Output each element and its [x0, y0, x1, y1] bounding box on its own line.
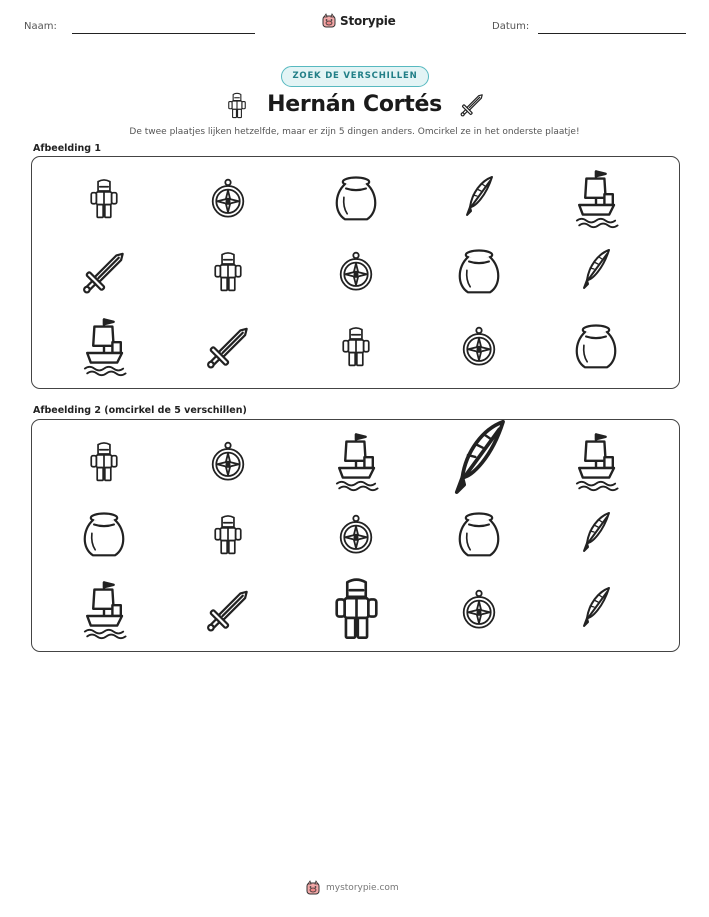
compass-icon	[461, 325, 497, 370]
ship-icon[interactable]	[332, 432, 380, 492]
knight-icon	[339, 326, 373, 369]
knight-icon	[211, 251, 245, 294]
knight-icon	[87, 178, 121, 221]
brand-name: Storypie	[340, 14, 396, 28]
compass-icon[interactable]	[210, 440, 246, 485]
pig-logo-icon	[321, 13, 337, 29]
date-field[interactable]	[538, 33, 686, 34]
ship-icon	[80, 317, 128, 377]
sword-icon	[459, 90, 485, 120]
pot-icon	[334, 172, 378, 227]
pig-logo-icon	[305, 880, 321, 896]
page-title: Hernán Cortés	[267, 92, 442, 117]
name-field[interactable]	[72, 33, 255, 34]
date-label: Datum:	[492, 21, 530, 32]
compass-icon	[338, 250, 374, 295]
knight-icon[interactable]	[87, 441, 121, 484]
pot-icon[interactable]	[82, 508, 126, 563]
knight-icon[interactable]	[211, 514, 245, 557]
knight-icon[interactable]	[330, 577, 383, 643]
sword-icon	[206, 320, 250, 375]
pot-icon[interactable]	[457, 508, 501, 563]
image2-label: Afbeelding 2 (omcirkel de 5 verschillen)	[33, 405, 247, 416]
sword-icon	[82, 245, 126, 300]
quill-icon[interactable]	[442, 416, 516, 509]
ship-icon[interactable]	[80, 580, 128, 640]
compass-icon[interactable]	[461, 588, 497, 633]
quill-icon[interactable]	[576, 585, 616, 635]
image1-label: Afbeelding 1	[33, 143, 101, 154]
brand	[321, 13, 396, 29]
compass-icon[interactable]	[338, 513, 374, 558]
worksheet-type-badge: ZOEK DE VERSCHILLEN	[281, 66, 429, 87]
compass-icon	[210, 177, 246, 222]
pot-icon	[457, 245, 501, 300]
quill-icon	[576, 247, 616, 297]
image1-panel	[31, 156, 680, 389]
instructions-text: De twee plaatjes lijken hetzelfde, maar er zijn 5 dingen anders. Omcirkel ze in het onderste plaatje!	[129, 127, 580, 137]
footer	[305, 880, 399, 896]
footer-url: mystorypie.com	[326, 883, 399, 893]
quill-icon[interactable]	[576, 510, 616, 560]
image2-panel[interactable]	[31, 419, 680, 652]
pot-icon	[574, 320, 618, 375]
name-label: Naam:	[24, 21, 57, 32]
ship-icon[interactable]	[572, 432, 620, 492]
ship-icon	[572, 169, 620, 229]
sword-icon[interactable]	[206, 583, 250, 638]
quill-icon	[459, 174, 499, 224]
